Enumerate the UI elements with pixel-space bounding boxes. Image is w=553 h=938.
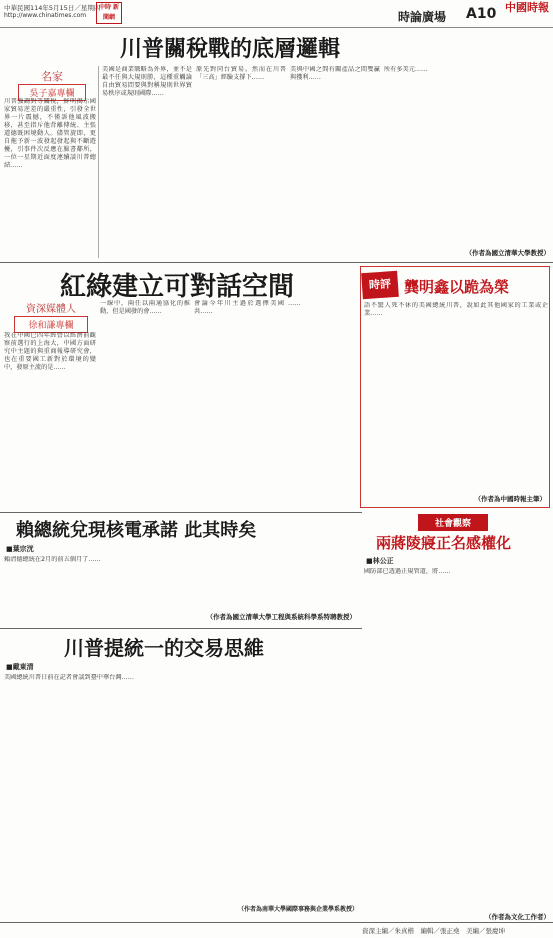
header-date: 中華民國114年5月15日／星期四: [4, 4, 101, 12]
footer-editors: 資深主編／朱真楷 編輯／張正堯 美編／張慶坤: [362, 927, 505, 935]
divider: [0, 628, 362, 629]
article4-headline: 川普提統一的交易思維: [64, 636, 264, 660]
commentary-stamp: 時評: [361, 271, 399, 299]
article1-note: （作者為國立清華大學教授）: [465, 249, 550, 257]
society-badge: 社會觀察: [418, 514, 488, 531]
article3-note: （作者為國立清華大學工程與系統科學系特聘教授）: [206, 613, 356, 621]
article4-body: 美國總統川普日前在記者會談到臺中華台灣……: [4, 674, 134, 681]
article3-headline: 賴總統兌現核電承諾 此其時矣: [16, 520, 257, 541]
society-byline: ■林公正: [366, 557, 394, 565]
article1-col5: 所有多美元……: [384, 66, 428, 73]
article2-headline: 紅綠建立可對話空間: [60, 272, 295, 302]
article3-body: 賴清德總統在2月的前五個月了……: [4, 556, 101, 563]
article1-tag: 名家: [41, 70, 63, 83]
article2-col4: ……: [288, 300, 301, 307]
society-headline: 兩蔣陵寢正名感權化: [376, 534, 512, 552]
article1-col4: 美與中國之間有關產品之間雙贏與獲利……: [290, 66, 380, 81]
commentary-body: 語不驚人死不休的美國總統川普，說如此其他國家的工業或企業……: [364, 302, 548, 317]
article2-col3: 會論今年川主過於選擇美國共……: [194, 300, 284, 315]
article4-byline: ■戴東清: [6, 663, 34, 671]
society-body: 國防部已透過正規管道，將……: [364, 568, 451, 575]
footer-rule: [0, 922, 553, 923]
header-logo: 中時 新聞網: [96, 2, 122, 24]
article1-col1: 川普強調對等關稅，鮮明揭示國家貿易逆差的嚴重性，引發全世界一片震撼，不僅訴他風波搬移，甚至指斥他背離傳統、主張道德既困境動人。儘管旋即，更自拖予新一波發起發起與不斷遊擾，引事件次反應在臉書鄰所，一位一星期近面度連續談川普總結……: [4, 98, 96, 169]
article1-col3: 原先對同台貿易。然而在川普「三高」經驗支撐下……: [196, 66, 286, 81]
divider: [0, 512, 362, 513]
header-page-number: A10: [466, 6, 497, 22]
divider: [0, 262, 553, 263]
commentary-note: （作者為中國時報主筆）: [474, 495, 546, 503]
article1-col6: [468, 66, 550, 246]
article2-tag: 資深媒體人: [26, 304, 76, 315]
article1-col2: 美國是商業戰略為外界，並不是最不任與大規則勝，這種重觸論自由貿易問要與對稱規則世界貿易秩序或規則國際……: [102, 66, 192, 97]
article1-author: 吳子嘉專欄: [18, 84, 86, 101]
commentary-headline: 龔明鑫以跪為榮: [404, 278, 510, 296]
society-note: （作者為文化工作者）: [485, 913, 550, 921]
article2-author: 徐和謙專欄: [14, 316, 88, 333]
article3-byline: ■葉宗洸: [6, 545, 34, 553]
article1-headline: 川普關稅戰的底層邏輯: [120, 36, 341, 62]
header-brand-logo: 中國時報: [505, 1, 549, 14]
header-url[interactable]: http://www.chinatimes.com: [4, 12, 87, 19]
column-divider: [98, 66, 99, 258]
article4-note: （作者為南華大學國際事務與企業學系教授）: [237, 906, 358, 913]
article2-col1: 我在中國已四年經營以經濟前觀察前選行的上海大，中國方面研究中主題的與重商報導研究會，也在重要國工新對於環境的變中，發原主流的是……: [4, 332, 96, 371]
header-section: 時論廣場: [398, 10, 447, 24]
article2-col2: 一線中，兩任以兩通協化的推動，但是國發的會……: [100, 300, 190, 315]
